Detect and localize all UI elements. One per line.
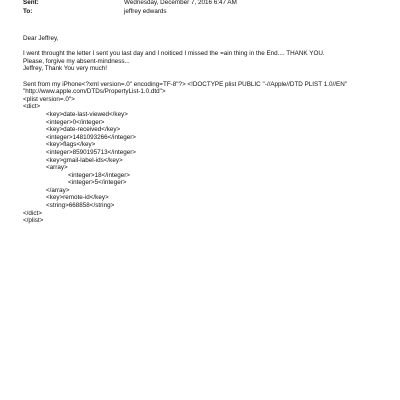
paragraph-line: Please, forgive my absent-mindness...	[23, 57, 130, 65]
plist-line: <integer>1481093266</integer>	[46, 133, 136, 141]
plist-line: <integer>5</integer>	[68, 179, 127, 187]
signature-line: "http://www.apple.com/DTDs/PropertyList-1.0.dtd">	[23, 88, 166, 96]
email-body	[23, 35, 383, 225]
to-value: jeffrey edwards	[124, 8, 167, 15]
plist-line: <plist version=.0">	[23, 95, 75, 103]
to-label: To:	[23, 8, 33, 15]
sent-label: Sent:	[23, 0, 39, 6]
sent-value: Wednesday, December 7, 2016 6:47 AM	[124, 0, 237, 6]
plist-line: <key>gmail-label-ids</key>	[46, 156, 123, 164]
greeting: Dear Jeffrey,	[23, 35, 59, 42]
signature-line: Sent from my iPhone<?xml version=.0" encoding=TF-8"?> <!DOCTYPE plist PUBLIC "-//Apple//DTD PLIST 1.0//EN"	[23, 80, 347, 88]
plist-line: <key>remote-id</key>	[46, 194, 109, 202]
plist-line: </array>	[46, 186, 70, 194]
plist-line: <integer>8590195713</integer>	[46, 148, 136, 156]
plist-line: <dict>	[23, 103, 41, 111]
plist-line: </plist>	[23, 217, 44, 225]
plist-line: <key>flags</key>	[46, 141, 96, 149]
plist-line: <integer>0</integer>	[46, 118, 105, 126]
paragraph-line: I went throught the letter I sent you last day and I noiticed I missed the =ain thing in the End.... THANK YOU.	[23, 50, 325, 58]
plist-line: </dict>	[23, 209, 42, 217]
plist-line: <array>	[46, 164, 68, 172]
plist-line: <key>date-received</key>	[46, 126, 121, 134]
plist-line: <key>date-last-viewed</key>	[46, 110, 128, 118]
paragraph-line: Jeffrey, Thank You very much!	[23, 65, 108, 73]
plist-line: <integer>18</integer>	[68, 171, 130, 179]
plist-line: <string>668858</string>	[46, 202, 115, 210]
